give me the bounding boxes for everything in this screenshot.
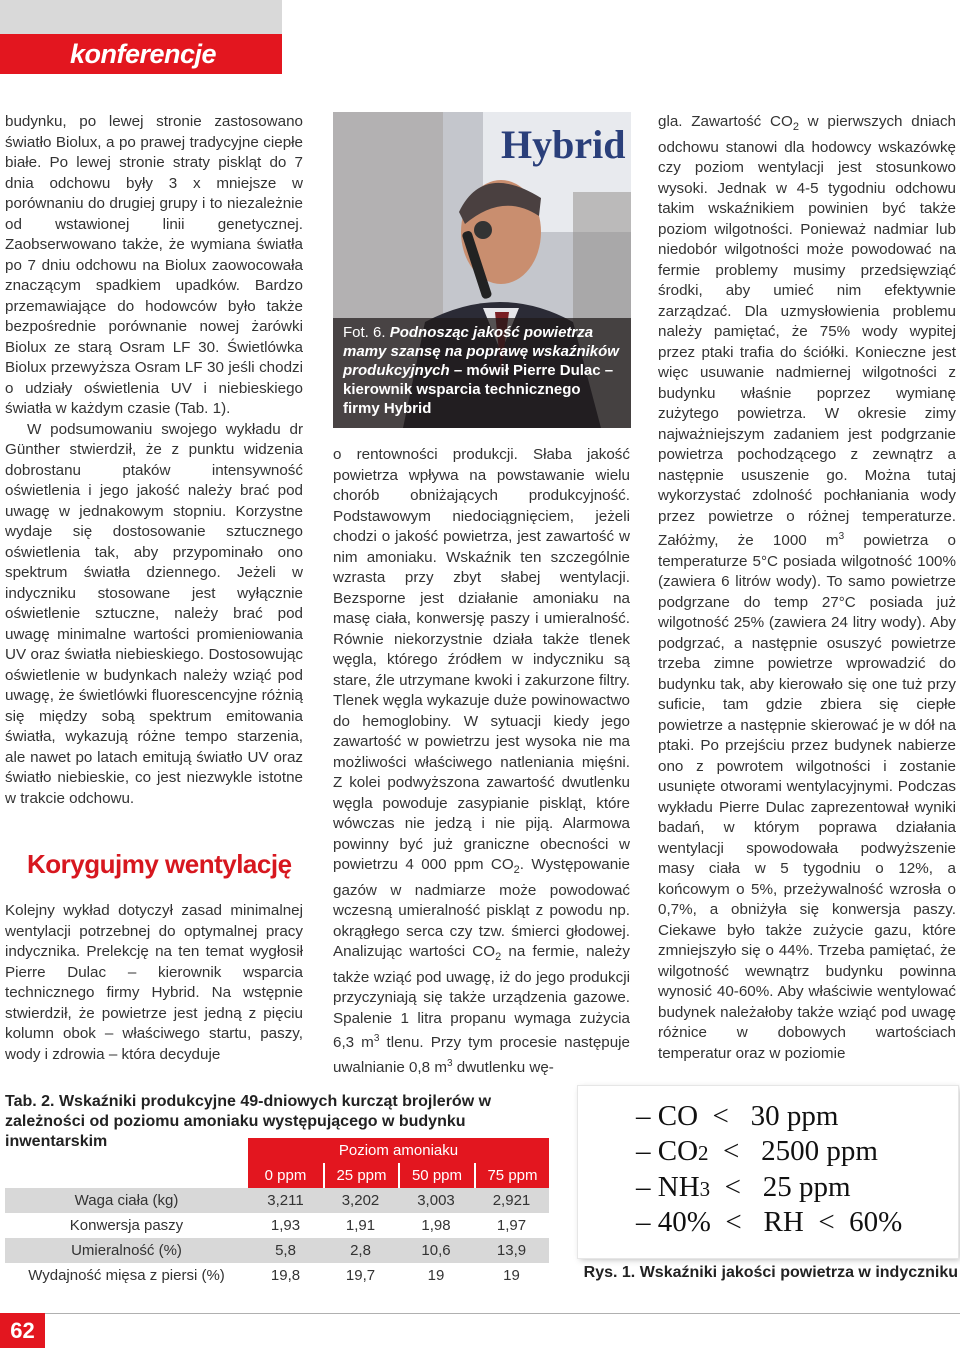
table-row-label: Waga ciała (kg) [74, 1192, 179, 1209]
section-title: konferencje [70, 39, 217, 69]
article-column-1 [5, 112, 303, 809]
table-group-header: Poziom amoniaku [248, 1138, 549, 1163]
page-number: 62 [0, 1313, 45, 1348]
table-cell: 19,7 [345, 1267, 376, 1284]
article-column-3 [658, 112, 956, 1064]
figure-caption: Rys. 1. Wskaźniki jakości powietrza w indyczniku [583, 1264, 958, 1281]
table-cell: 3,202 [341, 1192, 380, 1209]
section-heading: Korygujmy wentylację [27, 849, 292, 879]
paragraph: Kolejny wykład dotyczył zasad minimalnej wentylacji potrzebnej do optymalnej pracy indycznika. Prelekcję na ten temat wygłosił Pierre Dulac – kierownik wsparcia technicznego firmy Hybrid. Na wstępnie stwierdził, że powietrze jest jedną z pięciu kolumn obok – właściwego startu, paszy, wody i zdrowia – która decyduje [5, 902, 303, 1063]
table-cell: 3,211 [267, 1192, 304, 1209]
table-cell: 1,93 [270, 1217, 301, 1234]
paragraph: gla. Zawartość $CO_2$ w pierwszych dniach odchowu stanowi dla hodowcy wskazówkę czy poziom wentylacji jest stosunkowo wysoki. Jednak w 4-5 tygodniu odchowu takim wskaźnikiem powinien być także poziom wilgotności. Ponieważ nadmiar lub niedobór wilgotności może powodować na fermie problemy musimy przedsięwziąć środki, aby umieć nim efektywnie zarządzać. Dla uzmysłowienia problemu należy pamiętać, że 75% wody wypitej przez ptaki trafia do ściółki. Konieczne jest więc usuwanie nadmiernej wilgotności z budynku właśnie poprzez wymianę zużytego powietrza. W okresie zimy najważniejszym zadaniem jest podgrzanie powietrza pochodzącego z zewnątrz a następnie ususzenie go. Można tutaj wykorzystać zdolność pochłaniania wody przez powietrze o różnej temperaturze. Załóżmy, że 1000 $m^3$ powietrza o temperaturze 5°C posiada wilgotność 100% (zawiera 6 litrów wody). To samo powietrze podgrzane do temp 27°C posiada już wilgotność 25% (zawiera 24 litry wody). Aby podgrzać, a następnie osuszyć powietrze trzeba zimne powietrze wprowadzić do budynku tak, aby kierowało się one tuż przy suficie, tam gdzie zbiera się ciepłe powietrze a następnie skierować je w dół na ptaki. Po przejściu przez budynek nabierze ono z powrotem wilgotności i zostanie usunięte otworami wentylacyjnymi. Podczas wykładu Pierre Dulac zaprezentował wyniki badań, w którym poprawa działania wentylacji spowodowała podwyższenie masy ciała w 5 tygodniu o 12%, a końcowym o 5%, przeżywalność wzrosła o 0,7%, a obniżyła się konwersja paszy. Ciekawe było także zużycie gazu, które zmniejszyło się o 44%. Trzeba pamiętać, że wilgotność wewnątrz budynku powinna wynosić 40-60%. Aby właściwie wentylować budynek należałoby także wziąć pod uwagę różnice w dobowych wartościach temperatur oraz w poziomie [658, 113, 956, 1062]
table-row-label: Konwersja paszy [69, 1217, 184, 1234]
air-quality-line: – CO < 30 ppm [636, 1100, 839, 1132]
table-column-header: 50 ppm [398, 1163, 474, 1188]
air-quality-line: – NH3 < 25 ppm [636, 1171, 851, 1203]
table-row-label: Umieralność (%) [71, 1242, 182, 1259]
article-column-1-continued [5, 901, 303, 1065]
photo-caption-attribution: – mówił Pierre Dulac – kierownik wsparcia technicznego firmy Hybrid [343, 362, 614, 417]
table-row [5, 1213, 549, 1238]
article-column-2 [333, 445, 630, 1078]
table-cell: 2,921 [492, 1192, 531, 1209]
table-column-header: 0 ppm [248, 1163, 323, 1188]
table-cell: 1,91 [345, 1217, 376, 1234]
table-cell: 19 [427, 1267, 445, 1284]
air-quality-line: – 40% < RH < 60% [636, 1206, 903, 1238]
footer-rule [0, 1313, 960, 1314]
table-cell: 19,8 [270, 1267, 301, 1284]
paragraph: W podsumowaniu swojego wykładu dr Günther stwierdził, że z punktu widzenia dobrostanu ptaków intensywność oświetlenia i jego jakość należy brać pod uwagę w jednakowym stopniu. Korzystne wydaje się dostosowanie sztucznego oświetlenia tak, aby przypominało ono spektrum światła dziennego. Jeżeli w indyczniku stosowane jest wyłącznie oświetlenie sztuczne, należy brać pod uwagę minimalne wartości promieniowania UV oraz światła niebieskiego. Dostosowując oświetlenie w budynkach należy wziąć pod uwagę, że świetlówki fluorescencyjne różnią się między sobą spektrum emitowania światła, wykazują różne tempo starzenia, ale nawet po latach emitują światło UV oraz światło niebieskie, co jest niezwykle istotne w trakcie odchowu. [5, 420, 303, 807]
table-cell: 1,97 [496, 1217, 527, 1234]
table-row-label: Wydajność mięsa z piersi (%) [28, 1267, 225, 1284]
table-cell: 10,6 [421, 1242, 451, 1259]
photo-caption-label: Fot. 6. [343, 324, 386, 341]
table-cell: 3,003 [417, 1192, 455, 1209]
table-cell: 2,8 [350, 1242, 371, 1259]
table-cell: 19 [503, 1267, 520, 1284]
air-quality-line: – CO2 < 2500 ppm [636, 1135, 878, 1167]
table-header-row [5, 1163, 549, 1188]
paragraph: o rentowności produkcji. Słaba jakość powietrza wpływa na powstawanie wielu chorób obniżających produkcyjność. Podstawowym niedociągnięciem, jeżeli chodzi o jakość powietrza, jest zawartość w nim amoniaku. Wskaźnik ten szczególnie wzrasta przy zbyt słabej wentylacji. Bezsporne jest działanie amoniaku na masę ciała, konwersję paszy i umieralność. Równie niekorzystnie działa także tlenek węgla, którego źródłem w indyczniku są stare, źle utrzymane kwoki i zakurzone filtry. Tlenek węgla wykazuje duże powinowactwo do hemoglobiny. W sytuacji kiedy jego zawartość w powietrzu jest wysoka nie ma możliwości właściwego natleniania mięśni. Z kolei podwyższona zawartość dwutlenku węgla powoduje zasypianie piskląt, które wówczas nie jedzą i nie piją. Alarmowa powinny być już graniczne obecności w powietrzu 4 000 ppm $CO_2$. Występowanie gazów w nadmiarze może powodować wczesną umieralność piskląt z powodu np. okrągłego serca czy tzw. śmierci głodowej. Analizując wartości $CO_2$ na fermie, należy także wziąć pod uwagę, iż do jego produkcji przyczyniają się także urządzenia gazowe. Spalenie 1 litra propanu wymaga zużycia 6,3 $m^3$ tlenu. Przy tym procesie następuje uwalnianie 0,8 $m^3$ dwutlenku wę- [333, 446, 631, 1076]
table-cell: 1,98 [421, 1217, 451, 1234]
table-row [5, 1263, 549, 1288]
table-column-header: 75 ppm [474, 1163, 549, 1188]
table-cell: 5,8 [275, 1242, 296, 1259]
table-column-header: 25 ppm [323, 1163, 398, 1188]
banner-logo-text: Hybrid [501, 122, 626, 167]
table-row [5, 1188, 549, 1213]
paragraph: budynku, po lewej stronie zastosowano światło Biolux, a po prawej tradycyjne ciepłe białe. Po lewej stronie straty piskląt do 7 dnia odchowu były 3 x mniejsze w porównaniu do drugiej grupy i to niezależnie od wstawionej linii genetycznej. Zaobserwowano także, że wymiana światła po 7 dniu odchowu na Biolux zaowocowała znaczącym spadkiem upadków. Bardzo przemawiające do hodowców było także bezpośrednie porównanie nowej żarówki Biolux ze starą Osram LF 30. Świetlówka Biolux przewyższa Osram LF 30 jeśli chodzi o udziały oświetlenia UV i niebieskiego światła w każdym czasie (Tab. 1). [5, 113, 303, 417]
header-grey-band [0, 0, 282, 34]
photo-caption-quote: Podnosząc jakość powietrza mamy szansę na poprawę wskaźników produkcyjnych [343, 324, 619, 379]
photo-caption [333, 318, 631, 428]
table-cell: 13,9 [496, 1242, 527, 1259]
table-row [5, 1238, 549, 1263]
table-title: Tab. 2. Wskaźniki produkcyjne 49-dniowych kurcząt brojlerów w zależności od poziomu amoniaku występującego w budynku inwentarskim [5, 1093, 492, 1150]
